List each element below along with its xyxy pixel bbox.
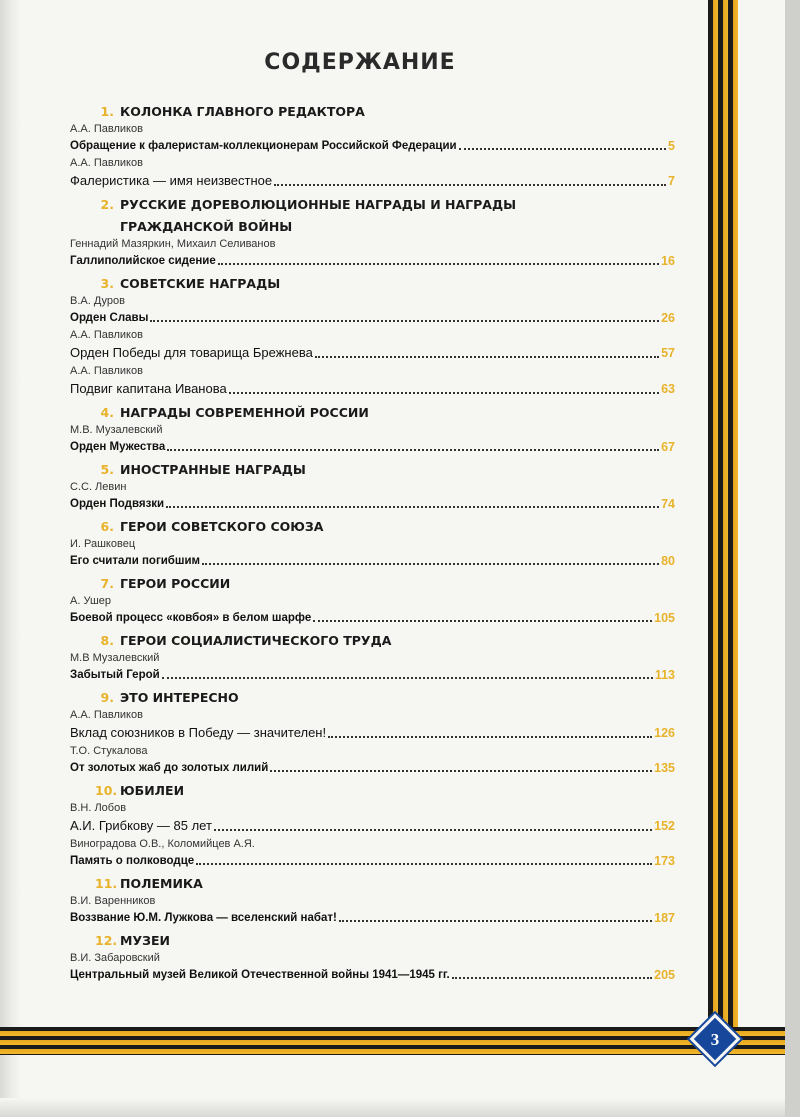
section-title (120, 932, 170, 949)
toc-entry[interactable] (70, 380, 675, 398)
entry-title: Орден Мужества (70, 441, 166, 453)
toc-entry[interactable] (70, 310, 675, 326)
section-title (120, 275, 280, 292)
entry-author: М.В. Музалевский (70, 424, 163, 436)
dot-leader (214, 829, 652, 831)
toc-entry[interactable] (70, 817, 675, 835)
entry-page-number: 16 (661, 254, 675, 268)
entry-title: Память о полководце (70, 855, 195, 867)
section-number: 12. (95, 933, 118, 948)
toc-section (70, 404, 675, 455)
entry-title: Вклад союзников в Победу — значителен! (70, 725, 327, 740)
section-number: 2. (100, 197, 114, 212)
section-number: 6. (100, 519, 114, 534)
entry-author: В.А. Дуров (70, 295, 125, 307)
section-number: 5. (100, 462, 114, 477)
dot-leader (150, 320, 659, 322)
entry-title: Орден Победы для товарища Брежнева (70, 345, 313, 360)
section-title-line: ГЕРОИ СОВЕТСКОГО СОЮЗА (120, 519, 324, 534)
toc-entry[interactable] (70, 344, 675, 362)
entry-page-number: 7 (668, 174, 675, 188)
toc-section (70, 103, 675, 190)
section-heading (70, 275, 675, 292)
entry-page-number: 205 (654, 968, 675, 982)
dot-leader (459, 148, 666, 150)
toc-section (70, 461, 675, 512)
dot-leader (167, 449, 659, 451)
toc-section (70, 196, 675, 269)
entry-title: Обращение к фалеристам-коллекционерам Российской Федерации (70, 140, 457, 152)
toc-section (70, 689, 675, 776)
entry-page-number: 67 (661, 440, 675, 454)
section-heading (70, 461, 675, 478)
entry-author: С.С. Левин (70, 481, 127, 493)
toc-section (70, 518, 675, 569)
toc-section (70, 875, 675, 926)
page-edge (0, 0, 22, 1117)
section-title-line: ГЕРОИ СОЦИАЛИСТИЧЕСКОГО ТРУДА (120, 633, 392, 648)
toc-section (70, 932, 675, 983)
entry-page-number: 80 (661, 554, 675, 568)
section-title-line: КОЛОНКА ГЛАВНОГО РЕДАКТОРА (120, 104, 365, 119)
toc-section (70, 275, 675, 398)
entry-title: От золотых жаб до золотых лилий (70, 762, 269, 774)
section-title (120, 782, 184, 799)
section-title-line: НАГРАДЫ СОВРЕМЕННОЙ РОССИИ (120, 405, 369, 420)
entry-title: Центральный музей Великой Отечественной войны 1941—1945 гг. (70, 969, 450, 981)
section-title (120, 518, 324, 535)
entry-page-number: 135 (654, 761, 675, 775)
toc-section (70, 632, 675, 683)
page-bottom-shadow (0, 1098, 785, 1117)
table-of-contents (70, 103, 675, 989)
entry-page-number: 126 (654, 726, 675, 740)
entry-author: Геннадий Мазяркин, Михаил Селиванов (70, 238, 276, 250)
st-george-ribbon-vertical (708, 0, 738, 1040)
entry-page-number: 63 (661, 382, 675, 396)
section-title-line: ГЕРОИ РОССИИ (120, 576, 231, 591)
toc-section (70, 782, 675, 869)
section-title (120, 875, 203, 892)
entry-author: А.А. Павликов (70, 123, 143, 135)
entry-author: В.И. Варенников (70, 895, 156, 907)
dot-leader (229, 392, 659, 394)
page-title: СОДЕРЖАНИЕ (264, 50, 456, 75)
section-number: 3. (100, 276, 114, 291)
dot-leader (313, 620, 652, 622)
toc-entry[interactable] (70, 138, 675, 154)
section-number: 7. (100, 576, 114, 591)
dot-leader (162, 677, 653, 679)
section-number: 10. (95, 783, 118, 798)
entry-author: Виноградова О.В., Коломийцев А.Я. (70, 838, 255, 850)
entry-title: Забытый Герой (70, 669, 160, 681)
toc-section (70, 575, 675, 626)
section-title (120, 196, 516, 235)
toc-entry[interactable] (70, 439, 675, 455)
entry-author: А.А. Павликов (70, 157, 143, 169)
section-heading (70, 782, 675, 799)
dot-leader (452, 977, 652, 979)
section-title-line: ИНОСТРАННЫЕ НАГРАДЫ (120, 462, 306, 477)
entry-title: Орден Славы (70, 312, 149, 324)
entry-page-number: 5 (668, 139, 675, 153)
entry-title: Боевой процесс «ковбоя» в белом шарфе (70, 612, 312, 624)
toc-entry[interactable] (70, 553, 675, 569)
entry-author: А.А. Павликов (70, 365, 143, 377)
section-number: 9. (100, 690, 114, 705)
section-number: 4. (100, 405, 114, 420)
section-heading (70, 404, 675, 421)
entry-page-number: 74 (661, 497, 675, 511)
entry-author: А.А. Павликов (70, 709, 143, 721)
dot-leader (166, 506, 659, 508)
entry-title: Галлиполийское сидение (70, 255, 216, 267)
section-title (120, 461, 306, 478)
entry-page-number: 113 (654, 668, 675, 682)
entry-page-number: 187 (654, 911, 675, 925)
section-heading (70, 518, 675, 535)
entry-author: В.Н. Лобов (70, 802, 127, 814)
section-number: 1. (100, 104, 114, 119)
section-heading (70, 575, 675, 592)
entry-author: А. Ушер (70, 595, 112, 607)
entry-author: В.И. Забаровский (70, 952, 160, 964)
section-title (120, 689, 239, 706)
entry-title: Фалеристика — имя неизвестное (70, 173, 273, 188)
toc-entry[interactable] (70, 724, 675, 742)
entry-page-number: 57 (661, 346, 675, 360)
toc-entry[interactable] (70, 610, 675, 626)
toc-entry[interactable] (70, 496, 675, 512)
entry-author: М.В Музалевский (70, 652, 160, 664)
section-title-line: ЮБИЛЕИ (120, 783, 185, 798)
toc-entry[interactable] (70, 910, 675, 926)
section-title-line: СОВЕТСКИЕ НАГРАДЫ (120, 276, 281, 291)
entry-page-number: 105 (654, 611, 675, 625)
section-heading (70, 689, 675, 706)
entry-title: А.И. Грибкову — 85 лет (70, 818, 212, 833)
section-heading (70, 632, 675, 649)
section-title-line: ГРАЖДАНСКОЙ ВОЙНЫ (120, 219, 293, 234)
dot-leader (274, 184, 666, 186)
entry-author: Т.О. Стукалова (70, 745, 148, 757)
toc-entry[interactable] (70, 253, 675, 269)
dot-leader (202, 563, 659, 565)
toc-entry[interactable] (70, 853, 675, 869)
section-number: 11. (95, 876, 118, 891)
section-title (120, 103, 365, 120)
dot-leader (315, 356, 659, 358)
entry-title: Воззвание Ю.М. Лужкова — вселенский набат! (70, 912, 337, 924)
section-heading (70, 932, 675, 949)
section-title-line: МУЗЕИ (120, 933, 170, 948)
toc-entry[interactable] (70, 967, 675, 983)
section-title (120, 404, 369, 421)
section-title (120, 575, 230, 592)
dot-leader (270, 770, 652, 772)
st-george-ribbon-horizontal (0, 1027, 785, 1055)
entry-title: Орден Подвязки (70, 498, 165, 510)
page-number: 3 (710, 1030, 720, 1049)
toc-entry[interactable] (70, 667, 675, 683)
toc-entry[interactable] (70, 172, 675, 190)
entry-title: Его считали погибшим (70, 555, 201, 567)
entry-page-number: 26 (661, 311, 675, 325)
section-title-line: ЭТО ИНТЕРЕСНО (120, 690, 239, 705)
section-heading (70, 103, 675, 120)
section-title (120, 632, 391, 649)
entry-author: А.А. Павликов (70, 329, 143, 341)
section-number: 8. (100, 633, 114, 648)
toc-entry[interactable] (70, 760, 675, 776)
dot-leader (339, 920, 652, 922)
section-heading (70, 196, 675, 235)
entry-page-number: 173 (654, 854, 675, 868)
dot-leader (196, 863, 652, 865)
entry-author: И. Рашковец (70, 538, 136, 550)
section-title-line: ПОЛЕМИКА (120, 876, 203, 891)
section-title-line: РУССКИЕ ДОРЕВОЛЮЦИОННЫЕ НАГРАДЫ И НАГРАДЫ (120, 197, 517, 212)
section-heading (70, 875, 675, 892)
dot-leader (328, 736, 652, 738)
dot-leader (218, 263, 659, 265)
entry-title: Подвиг капитана Иванова (70, 381, 227, 396)
entry-page-number: 152 (654, 819, 675, 833)
